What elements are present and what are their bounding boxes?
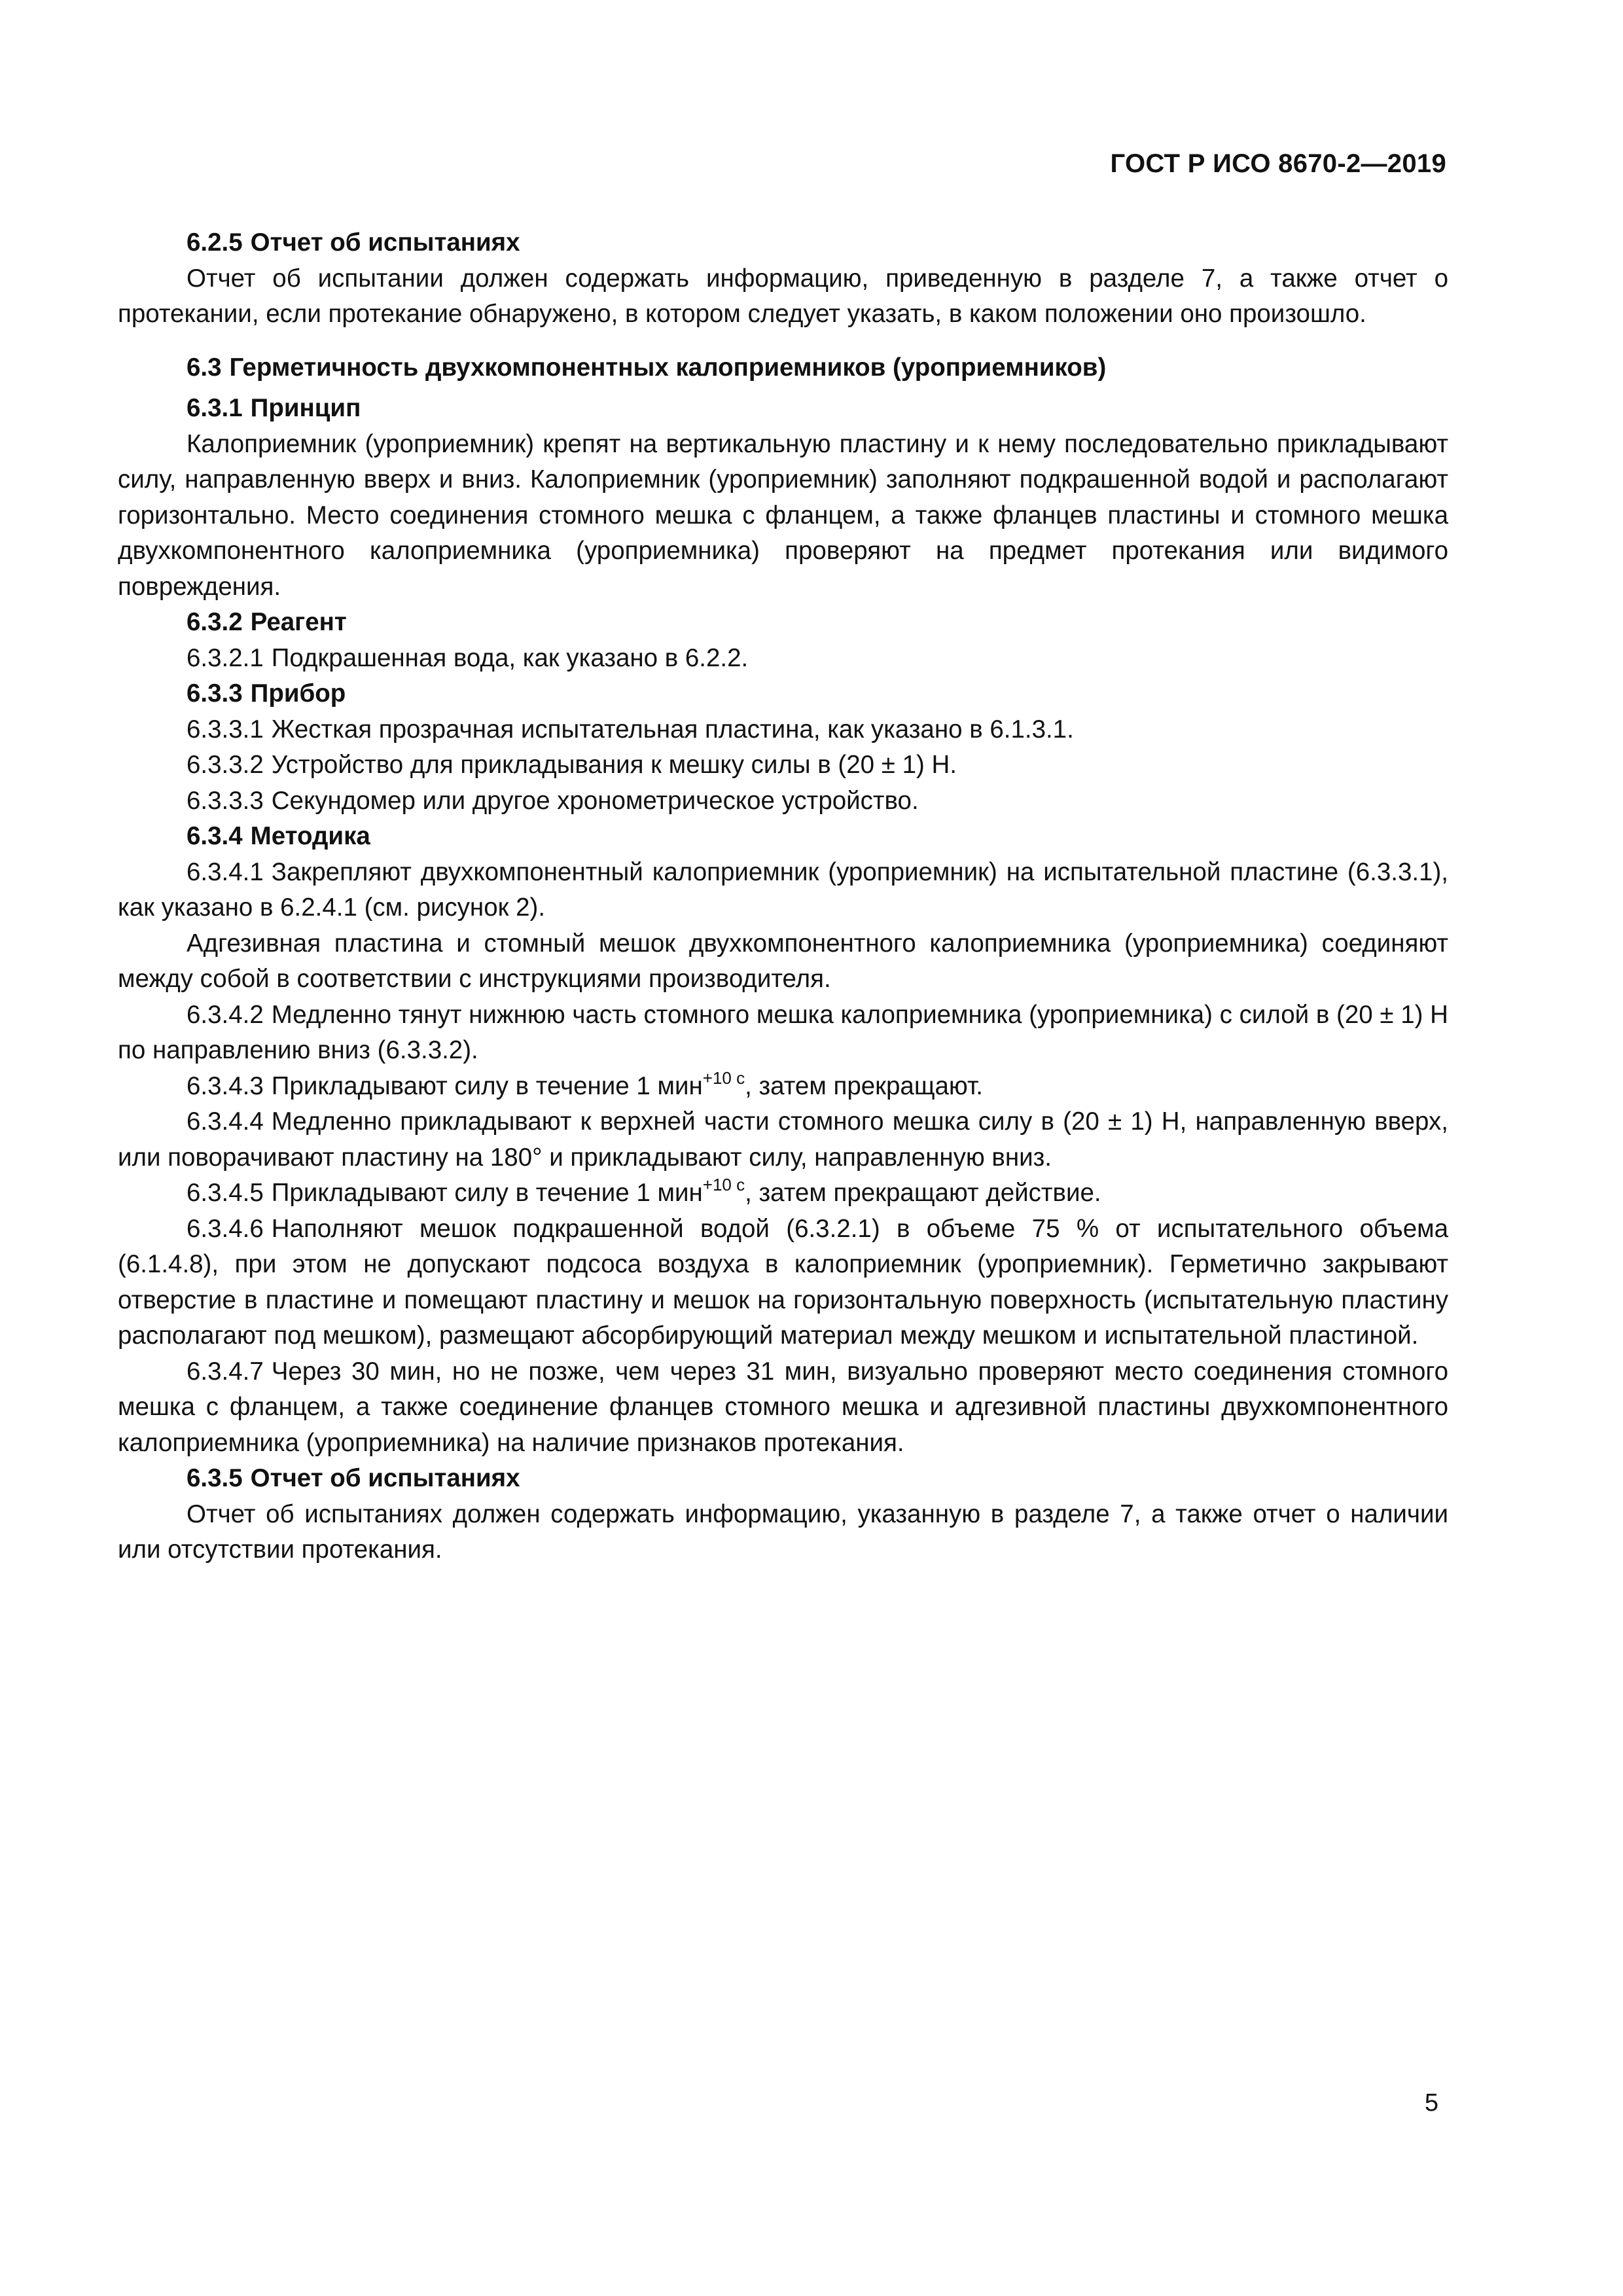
paragraph-6-3-4-7 [118,1354,1448,1462]
heading-6-2-5 [118,225,1448,261]
section-number: 6.3.1 [187,394,243,422]
section-number: 6.3.3 [187,679,243,708]
paragraph-6-3-1: Калоприемник (уроприемник) крепят на вертикальную пластину и к нему последовательно прикладывают силу, направленную вверх и вниз. Калоприемник (уроприемник) заполняют подкрашенной водой и располагают горизонтально. Место соединения стомного мешка с фланцем, а также фланцев пластины и стомного мешка двухкомпонентного калоприемника (уроприемника) проверяют на предмет протекания или видимого повреждения. [118,429,1448,601]
section-title: Принцип [250,394,361,422]
paragraph-6-3-4-1-continued: Адгезивная пластина и стомный мешок двухкомпонентного калоприемника (уроприемника) соединяют между собой в соответствии с инструкциями производителя. [118,929,1448,993]
section-title: Прибор [250,679,346,708]
section-title: Герметичность двухкомпонентных калоприемников (уроприемников) [229,353,1107,382]
heading-6-3 [118,350,1448,386]
clause-number: 6.3.4.1 [187,857,264,886]
clause-text: Медленно прикладывают к верхней части стомного мешка силу в (20 ± 1) Н, направленную вверх, или поворачивают пластину на 180° и прикладывают силу, направленную вниз. [118,1107,1448,1172]
clause-text: Наполняют мешок подкрашенной водой (6.3.2.1) в объеме 75 % от испытательного объема (6.1.4.8), при этом не допускают подсоса воздуха в калоприемник (уроприемник). Герметично закрывают отверстие в пластине и помещают пластину и мешок на горизонтальную поверхность (испытательную пластину располагают под мешком), размещают абсорбирующий материал между мешком и испытательной пластиной. [118,1214,1448,1350]
section-title: Отчет об испытаниях [250,1464,520,1492]
paragraph-6-3-4-5 [118,1175,1448,1211]
paragraph-6-2-5: Отчет об испытании должен содержать информацию, приведенную в разделе 7, а также отчет о протекании, если протекание обнаружено, в котором следует указать, в каком положении оно произошло. [118,264,1448,328]
clause-number: 6.3.4.5 [187,1179,264,1207]
clause-number: 6.3.4.6 [187,1214,264,1243]
heading-6-3-2 [118,605,1448,641]
section-number: 6.3.2 [187,608,243,636]
clause-number: 6.3.4.3 [187,1071,264,1100]
clause-number: 6.3.3.1 [187,715,264,744]
clause-number: 6.3.3.3 [187,786,264,815]
clause-number: 6.3.4.7 [187,1357,264,1386]
clause-text: Прикладывают силу в течение 1 мин [271,1179,703,1207]
section-number: 6.3.5 [187,1464,243,1492]
clause-text: Медленно тянут нижнюю часть стомного мешка калоприемника (уроприемника) с силой в (20 ± 1) Н по направлению вниз (6.3.3.2). [118,1000,1448,1064]
paragraph-6-3-3-1 [118,712,1448,748]
clause-text: Подкрашенная вода, как указано в 6.2.2. [271,643,749,672]
section-title: Реагент [250,608,347,636]
document-body [118,225,1448,1568]
paragraph-6-3-4-2 [118,997,1448,1069]
section-number: 6.2.5 [187,228,243,257]
clause-text-end: , затем прекращают. [745,1071,984,1100]
heading-6-3-1 [118,391,1448,427]
section-title: Методика [250,822,370,850]
clause-text: Секундомер или другое хронометрическое устройство. [271,786,919,815]
clause-number: 6.3.4.2 [187,1000,264,1029]
paragraph-6-3-4-3 [118,1069,1448,1105]
paragraph-6-3-5: Отчет об испытаниях должен содержать информацию, указанную в разделе 7, а также отчет о наличии или отсутствии протекания. [118,1499,1448,1564]
paragraph-6-3-4-4 [118,1104,1448,1175]
paragraph-6-3-2-1 [118,641,1448,677]
document-code: ГОСТ Р ИСО 8670-2—2019 [1110,149,1446,178]
paragraph-6-3-4-6 [118,1211,1448,1354]
time-tolerance-superscript: +10 с [702,1175,745,1194]
section-title: Отчет об испытаниях [250,228,520,257]
time-tolerance-superscript: +10 с [702,1067,745,1088]
clause-number: 6.3.3.2 [187,751,264,779]
heading-6-3-4 [118,819,1448,855]
section-number: 6.3.4 [187,822,243,850]
clause-text: Закрепляют двухкомпонентный калоприемник (уроприемник) на испытательной пластине (6.3.3.1), как указано в 6.2.4.1 (см. рисунок 2). [118,857,1448,922]
clause-number: 6.3.2.1 [187,643,264,672]
paragraph-6-3-3-3 [118,783,1448,819]
clause-text: Прикладывают силу в течение 1 мин [271,1071,703,1100]
heading-6-3-3 [118,676,1448,712]
clause-number: 6.3.4.4 [187,1107,264,1136]
clause-text: Через 30 мин, но не позже, чем через 31 мин, визуально проверяют место соединения стомного мешка с фланцем, а также соединение фланцев стомного мешка и адгезивной пластины двухкомпонентного калоприемника (уроприемника) на наличие признаков протекания. [118,1357,1448,1457]
paragraph-6-3-4-1 [118,855,1448,926]
paragraph-6-3-3-2 [118,747,1448,783]
page-number: 5 [1424,2089,1438,2117]
heading-6-3-5 [118,1461,1448,1497]
section-number: 6.3 [187,353,222,382]
clause-text-end: , затем прекращают действие. [745,1179,1101,1207]
clause-text: Устройство для прикладывания к мешку силы в (20 ± 1) Н. [271,751,957,779]
clause-text: Жесткая прозрачная испытательная пластина, как указано в 6.1.3.1. [271,715,1074,744]
